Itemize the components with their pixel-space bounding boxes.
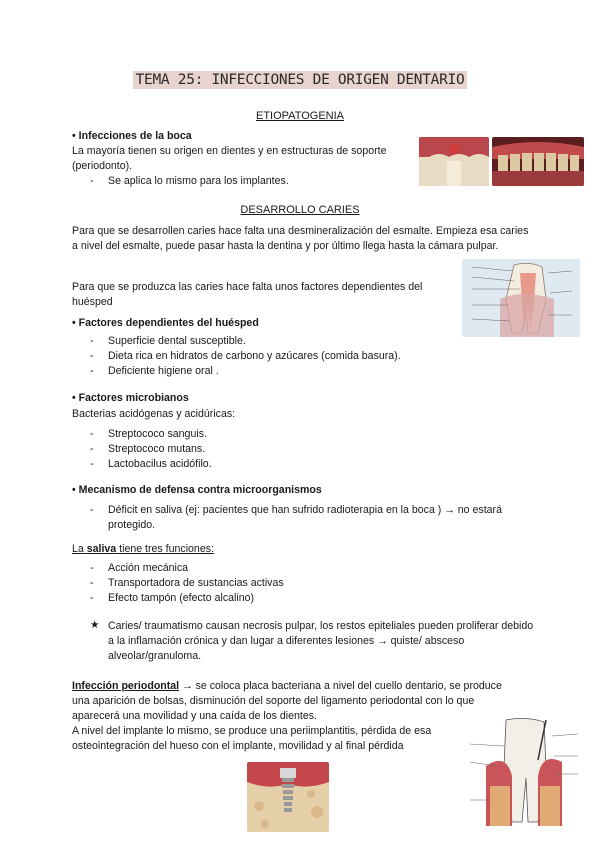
star-icon: ★ <box>90 619 100 631</box>
list-defensa <box>72 503 542 533</box>
section-heading-etiopatogenia: ETIOPATOGENIA <box>255 110 345 122</box>
list-huesped <box>72 334 452 379</box>
subheading-huesped: • Factores dependientes del huésped <box>72 317 259 329</box>
mouth-photo-1 <box>419 137 489 186</box>
list-item: - Efecto tampón (efecto alcalino) <box>72 591 452 606</box>
tooth-anatomy-diagram <box>462 259 580 337</box>
paragraph-bacterias: Bacterias acidógenas y acidúricas: <box>72 408 236 420</box>
list-saliva <box>72 561 452 606</box>
list-item: - Transportadora de sustancias activas <box>72 576 452 591</box>
paragraph-periodontal: Infección periodontal → se coloca placa bacteriana a nivel del cuello dentario, se produce una aparición de bolsas, disminución del soporte del ligamento periodontal con lo que aparecerá una movilidad y una caída de los dientes. A nivel del implante lo mismo, se produce una periimplantitis, pérdida de esa osteointegración del hueso con el implante, movilidad y al final pérdida <box>72 680 502 752</box>
paragraph-caries-1: Para que se desarrollen caries hace falta una desmineralización del esmalte. Empieza esa caries a nivel del esmalte, puede pasar hasta la dentina y por último llega hasta la cámara pulpar. <box>72 225 529 252</box>
section-heading-caries: DESARROLLO CARIES <box>240 204 360 216</box>
list-microbianos <box>72 427 452 472</box>
paragraph-infecciones: La mayoría tienen su origen en dientes y en estructuras de soporte (periodonto). <box>72 145 387 172</box>
label-infeccion-periodontal: Infección periodontal <box>72 680 180 692</box>
list-item: - Se aplica lo mismo para los implantes. <box>72 174 402 189</box>
list-item: - Deficiente higiene oral . <box>72 364 452 379</box>
mouth-photo-2 <box>492 137 584 186</box>
list-item: - Acción mecánica <box>72 561 452 576</box>
list-item: - Streptococo mutans. <box>72 442 452 457</box>
page-title: TEMA 25: INFECCIONES DE ORIGEN DENTARIO <box>0 72 600 88</box>
list-item: - Streptococo sanguis. <box>72 427 452 442</box>
subheading-defensa: • Mecanismo de defensa contra microorganismos <box>72 484 322 496</box>
star-note-text: Caries/ traumatismo causan necrosis pulpar, los restos epiteliales pueden proliferar debido a la inflamación crónica y dan lugar a diferentes lesiones → quiste/ absceso alveolar/granuloma. <box>108 620 534 662</box>
list-item: - Dieta rica en hidratos de carbono y azúcares (comida basura). <box>72 349 452 364</box>
periodontal-diagram <box>466 716 582 830</box>
subheading-infecciones: • Infecciones de la boca <box>72 130 192 142</box>
paragraph-saliva: La saliva tiene tres funciones: <box>72 543 214 555</box>
list-item: - Lactobacilus acidófilo. <box>72 457 452 472</box>
list-implantes <box>72 174 402 189</box>
paragraph-caries-2: Para que se produzca las caries hace falta unos factores dependientes del huésped <box>72 281 423 308</box>
star-note <box>72 619 534 664</box>
implant-illustration <box>247 762 329 832</box>
list-item: - Superficie dental susceptible. <box>72 334 452 349</box>
list-item: - Déficit en saliva (ej: pacientes que han sufrido radioterapia en la boca ) → no estará protegido. <box>72 503 542 533</box>
subheading-microbianos: • Factores microbianos <box>72 392 189 404</box>
